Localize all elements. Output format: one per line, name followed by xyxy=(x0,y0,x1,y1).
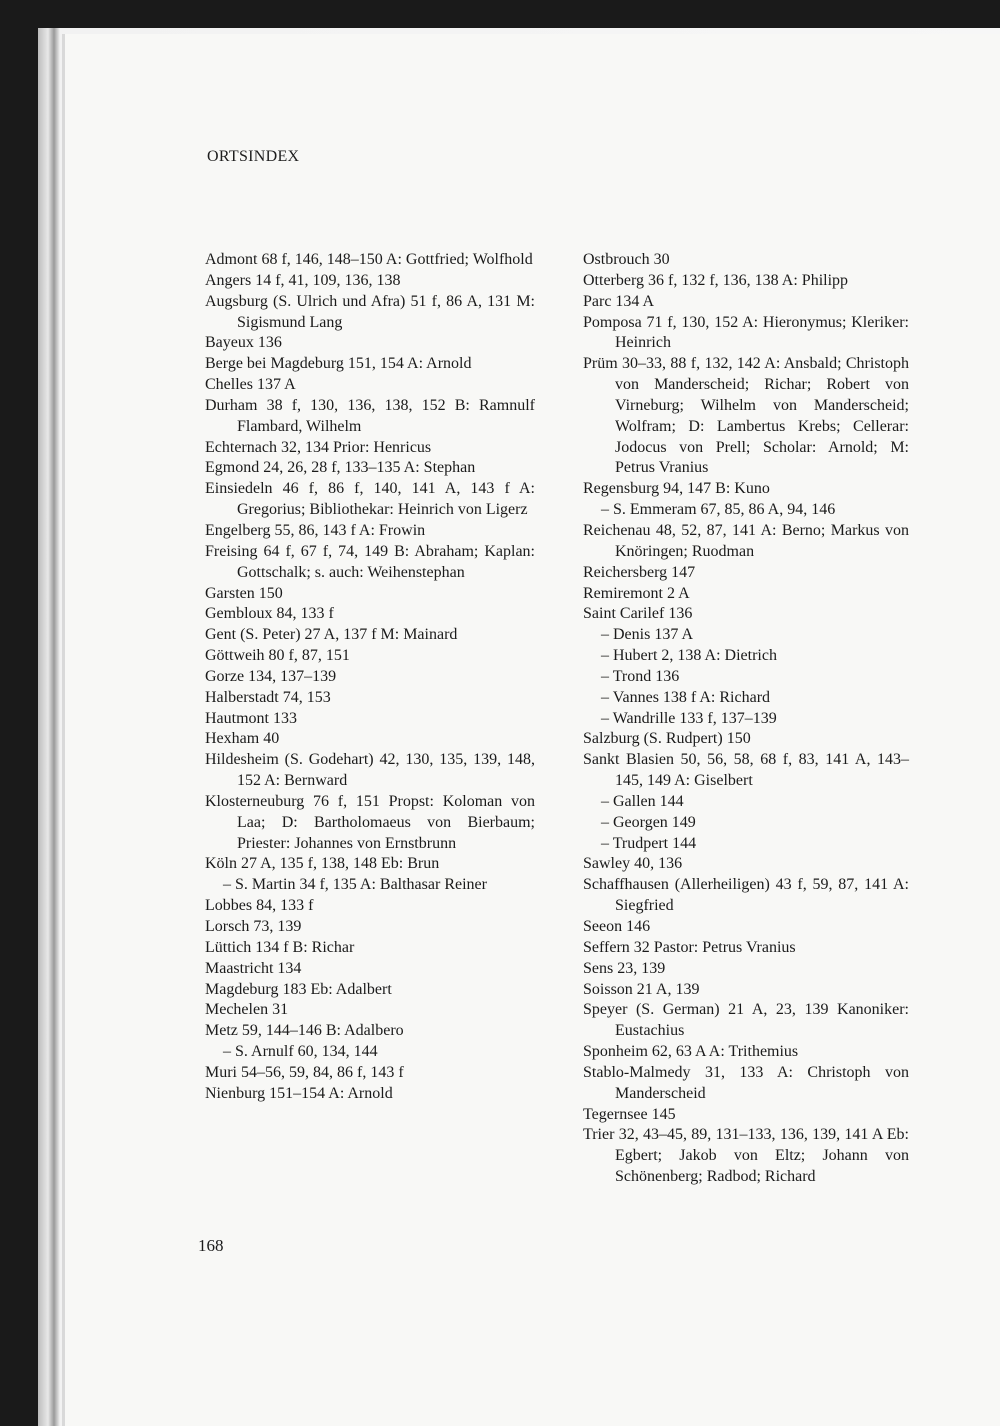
index-entry: Garsten 150 xyxy=(205,584,283,602)
index-entry: Chelles 137 A xyxy=(205,376,296,394)
index-entry: Mechelen 31 xyxy=(205,1001,289,1019)
index-subentry: – S. Arnulf 60, 134, 144 xyxy=(223,1043,378,1061)
index-entry: Bayeux 136 xyxy=(205,334,282,352)
index-entry: Lobbes 84, 133 f xyxy=(205,897,314,915)
index-entry: Lorsch 73, 139 xyxy=(205,918,302,935)
index-entry: Parc 134 A xyxy=(583,292,655,310)
index-entry: Reichenau 48, 52, 87, 141 A: Berno; Markus von Knöringen; Ruodman xyxy=(583,521,909,560)
index-entry: Hexham 40 xyxy=(205,730,280,748)
index-entry: Gembloux 84, 133 f xyxy=(205,605,334,623)
index-entry: Seffern 32 Pastor: Petrus Vranius xyxy=(583,938,796,956)
index-entry: Hautmont 133 xyxy=(205,709,297,727)
index-entry: Muri 54–56, 59, 84, 86 f, 143 f xyxy=(205,1063,404,1081)
index-entry: Reichersberg 147 xyxy=(583,563,696,581)
index-entry: Otterberg 36 f, 132 f, 136, 138 A: Philipp xyxy=(583,271,849,289)
index-subentry: – Vannes 138 f A: Richard xyxy=(601,688,771,706)
index-entry: Berge bei Magdeburg 151, 154 A: Arnold xyxy=(205,355,472,373)
index-entry: Einsiedeln 46 f, 86 f, 140, 141 A, 143 f A: Gregorius; Bibliothekar: Heinrich von Ligerz xyxy=(205,480,535,519)
index-entry: Schaffhausen (Allerheiligen) 43 f, 59, 87, 141 A: Siegfried xyxy=(583,876,909,915)
index-entry: Sawley 40, 136 xyxy=(583,855,683,873)
index-column-left xyxy=(205,250,535,1105)
index-entry: Magdeburg 183 Eb: Adalbert xyxy=(205,980,392,998)
index-subentry: – Trond 136 xyxy=(601,667,680,685)
index-entry: Angers 14 f, 41, 109, 136, 138 xyxy=(205,271,401,289)
index-entry: Soisson 21 A, 139 xyxy=(583,980,700,998)
index-entry: Augsburg (S. Ulrich und Afra) 51 f, 86 A, 131 M: Sigismund Lang xyxy=(205,292,535,331)
index-entry: Nienburg 151–154 A: Arnold xyxy=(205,1084,393,1102)
index-entry: Pomposa 71 f, 130, 152 A: Hieronymus; Kleriker: Heinrich xyxy=(583,313,909,352)
index-entry: Prüm 30–33, 88 f, 132, 142 A: Ansbald; Christoph von Manderscheid; Richar; Robert von Virneburg; Wilhelm von Manderscheid; Wolfram; D: Lambertus Krebs; Cellerar: Jodocus von Prell; Scholar: Arnold; M: Petrus Vranius xyxy=(583,355,909,477)
index-entry: Metz 59, 144–146 B: Adalbero xyxy=(205,1022,404,1040)
index-column-right xyxy=(583,250,909,1188)
index-entry: Speyer (S. German) 21 A, 23, 139 Kanoniker: Eustachius xyxy=(583,1001,909,1040)
page-header: ORTSINDEX xyxy=(207,148,300,165)
index-entry: Durham 38 f, 130, 136, 138, 152 B: Ramnulf Flambard, Wilhelm xyxy=(205,396,535,435)
index-entry: Egmond 24, 26, 28 f, 133–135 A: Stephan xyxy=(205,459,476,477)
index-entry: Saint Carilef 136 xyxy=(583,605,693,623)
index-entry: Halberstadt 74, 153 xyxy=(205,688,331,706)
index-entry: Gorze 134, 137–139 xyxy=(205,667,337,685)
index-subentry: – S. Martin 34 f, 135 A: Balthasar Reiner xyxy=(223,876,487,894)
index-subentry: – S. Emmeram 67, 85, 86 A, 94, 146 xyxy=(601,501,836,519)
index-entry: Köln 27 A, 135 f, 138, 148 Eb: Brun xyxy=(205,855,440,873)
index-entry: Klosterneuburg 76 f, 151 Propst: Koloman von Laa; D: Bartholomaeus von Bierbaum; Priester: Johannes von Ernstbrunn xyxy=(205,792,535,852)
index-entry: Engelberg 55, 86, 143 f A: Frowin xyxy=(205,521,426,539)
page-number: 168 xyxy=(198,1236,224,1255)
index-entry: Sponheim 62, 63 A A: Trithemius xyxy=(583,1043,799,1061)
index-entry: Maastricht 134 xyxy=(205,959,302,977)
index-entry: Lüttich 134 f B: Richar xyxy=(205,938,355,956)
index-entry: Freising 64 f, 67 f, 74, 149 B: Abraham; Kaplan: Gottschalk; s. auch: Weihenstephan xyxy=(205,542,535,581)
index-entry: Trier 32, 43–45, 89, 131–133, 136, 139, 141 A Eb: Egbert; Jakob von Eltz; Johann von Schönenberg; Radbod; Richard xyxy=(583,1126,909,1186)
index-entry: Echternach 32, 134 Prior: Henricus xyxy=(205,438,432,456)
index-entry: Seeon 146 xyxy=(583,918,651,935)
index-entry: Gent (S. Peter) 27 A, 137 f M: Mainard xyxy=(205,626,458,644)
index-subentry: – Denis 137 A xyxy=(601,626,693,644)
index-entry: Göttweih 80 f, 87, 151 xyxy=(205,647,350,665)
index-subentry: – Georgen 149 xyxy=(601,813,696,831)
index-entry: Salzburg (S. Rudpert) 150 xyxy=(583,730,751,748)
index-entry: Remiremont 2 A xyxy=(583,584,690,602)
index-subentry: – Wandrille 133 f, 137–139 xyxy=(601,709,777,727)
index-entry: Stablo-Malmedy 31, 133 A: Christoph von Manderscheid xyxy=(583,1063,909,1102)
index-subentry: – Gallen 144 xyxy=(601,792,684,810)
index-entry: Tegernsee 145 xyxy=(583,1105,676,1123)
index-subentry: – Trudpert 144 xyxy=(601,834,697,852)
index-entry: Hildesheim (S. Godehart) 42, 130, 135, 139, 148, 152 A: Bernward xyxy=(205,751,535,790)
index-entry: Ostbrouch 30 xyxy=(583,251,670,268)
index-entry: Sens 23, 139 xyxy=(583,959,666,977)
index-entry: Regensburg 94, 147 B: Kuno xyxy=(583,480,770,498)
index-entry: Sankt Blasien 50, 56, 58, 68 f, 83, 141 A, 143–145, 149 A: Giselbert xyxy=(583,751,909,790)
index-entry: Admont 68 f, 146, 148–150 A: Gottfried; Wolfhold xyxy=(205,251,533,268)
index-subentry: – Hubert 2, 138 A: Dietrich xyxy=(601,647,777,665)
